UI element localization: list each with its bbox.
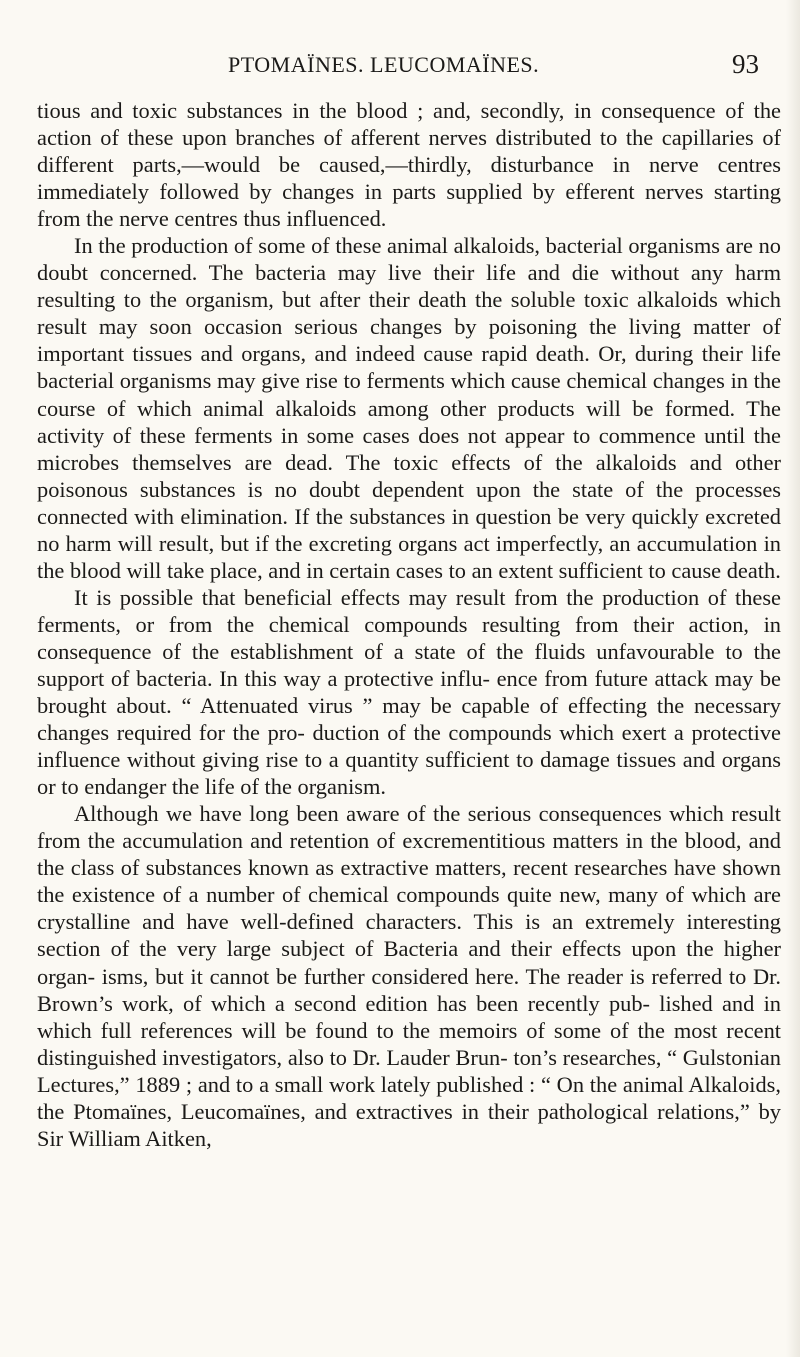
page-number: 93 <box>732 49 759 79</box>
paragraph-excrementitious-matters: Although we have long been aware of the serious consequences which result from the accumulation and retention of excrementitious matters in the blood, and the class of substances known as extractive matters, recent researches have shown the existence of a number of chemical compounds quite new, many of which are crystalline and have well-defined characters. This is an extremely interesting section of the very large subject of Bacteria and their effects upon the higher organ- isms, but it cannot be further considered here. The reader is referred to Dr. Brown’s work, of which a second edition has been recently pub- lished and in which full references will be found to the memoirs of some of the most recent distinguished investigators, also to Dr. Lauder Brun- ton’s researches, “ Gulstonian Lectures,” 1889 ; and to a small work lately published : “ On the animal Alkaloids, the Ptomaïnes, Leucomaïnes, and extractives in their pathological relations,” by Sir William Aitken, <box>37 801 781 1151</box>
page-edge-shadow <box>786 0 800 1357</box>
paragraph-continuation: tious and toxic substances in the blood ; and, secondly, in consequence of the action of these upon branches of afferent nerves distributed to the capillaries of different parts,—would be caused,—thirdly, disturbance in nerve centres immediately followed by changes in parts supplied by efferent nerves starting from the nerve centres thus influenced. <box>37 98 781 232</box>
body-text <box>37 97 781 1152</box>
paragraph-bacterial-organisms: In the production of some of these animal alkaloids, bacterial organisms are no doubt concerned. The bacteria may live their life and die without any harm resulting to the organism, but after their death the soluble toxic alkaloids which result may soon occasion serious changes by poisoning the living matter of important tissues and organs, and indeed cause rapid death. Or, during their life bacterial organisms may give rise to ferments which cause chemical changes in the course of which animal alkaloids among other products will be formed. The activity of these ferments in some cases does not appear to commence until the microbes themselves are dead. The toxic effects of the alkaloids and other poisonous substances is no doubt dependent upon the state of the processes connected with elimination. If the substances in question be very quickly excreted no harm will result, but if the excreting organs act imperfectly, an accumulation in the blood will take place, and in certain cases to an extent sufficient to cause death. <box>37 233 781 583</box>
running-head: PTOMAÏNES. LEUCOMAÏNES. <box>228 52 540 77</box>
paragraph-beneficial-effects: It is possible that beneficial effects may result from the production of these ferments, or from the chemical compounds resulting from their action, in consequence of the establishment of a state of the fluids unfavourable to the support of bacteria. In this way a protective influ- ence from future attack may be brought about. “ Attenuated virus ” may be capable of effecting the necessary changes required for the pro- duction of the compounds which exert a protective influence without giving rise to a quantity sufficient to damage tissues and organs or to endanger the life of the organism. <box>37 584 781 800</box>
